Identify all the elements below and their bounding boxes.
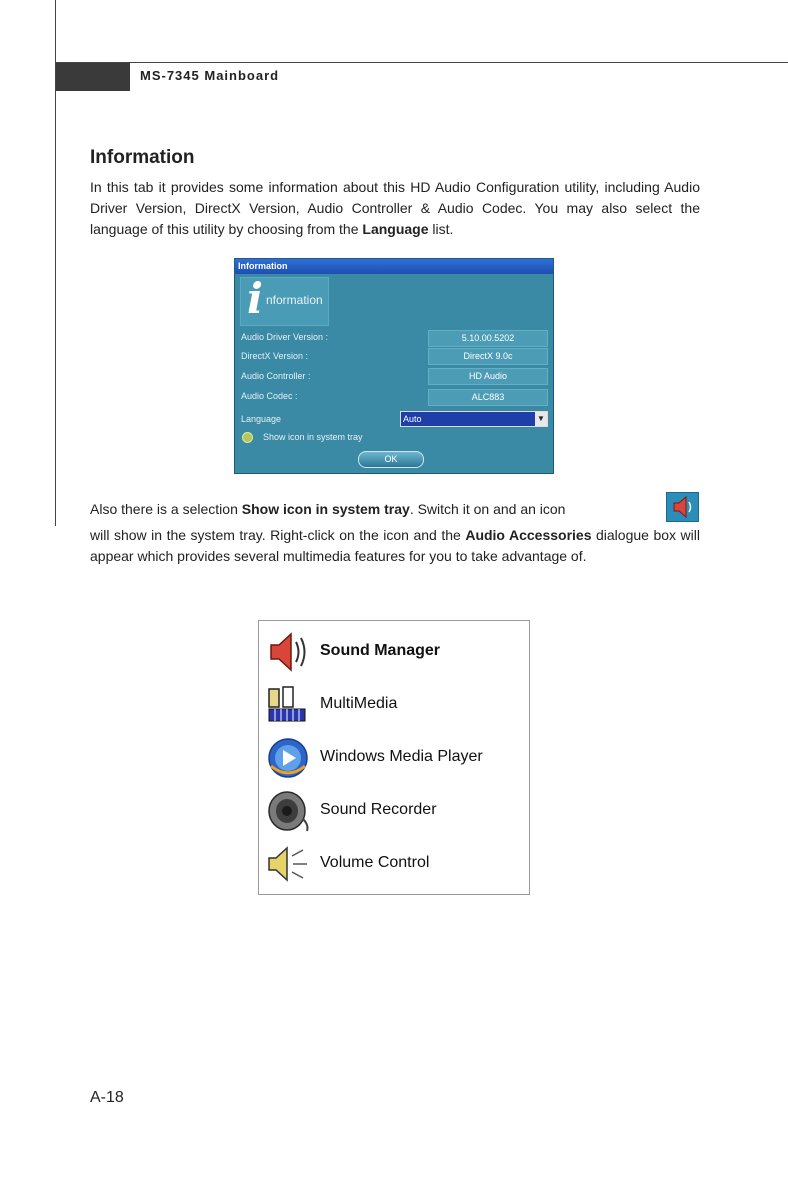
chevron-down-icon[interactable]: ▼ — [535, 412, 547, 426]
audio-controller-label: Audio Controller : — [241, 371, 311, 381]
multimedia-icon — [263, 683, 313, 727]
intro-paragraph: In this tab it provides some information about this HD Audio Configuration utility, including Audio Driver Version, DirectX Version, Audio Controller & Audio Codec. You may also select the language of this utility by choosing from the Language list. — [90, 179, 700, 237]
menu-item-sound-recorder[interactable] — [259, 784, 529, 837]
audio-codec-value: ALC883 — [428, 389, 548, 406]
driver-version-label: Audio Driver Version : — [241, 332, 329, 342]
audio-controller-value: HD Audio — [428, 368, 548, 385]
audio-accessories-menu — [258, 620, 530, 895]
driver-version-value: 5.10.00.5202 — [428, 330, 548, 347]
header-rule — [55, 62, 788, 63]
menu-item-label: Sound Recorder — [320, 801, 437, 818]
audio-codec-label: Audio Codec : — [241, 391, 298, 401]
tray-icon-toggle[interactable] — [242, 432, 253, 443]
header-tab-block — [56, 63, 130, 91]
menu-item-multimedia[interactable] — [259, 678, 529, 731]
ok-button[interactable]: OK — [358, 451, 424, 468]
media-player-icon — [263, 736, 313, 780]
volume-control-icon — [263, 842, 313, 886]
menu-item-sound-manager[interactable] — [259, 625, 529, 678]
menu-item-label: MultiMedia — [320, 695, 398, 712]
menu-item-label: Windows Media Player — [320, 748, 483, 765]
language-select[interactable]: Auto ▼ — [400, 411, 548, 427]
menu-item-windows-media-player[interactable] — [259, 731, 529, 784]
dialog-titlebar: Information — [235, 259, 553, 274]
menu-item-label: Volume Control — [320, 854, 430, 871]
section-title: Information — [90, 147, 195, 168]
tray-paragraph-line2: will show in the system tray. Right-click on the icon and the Audio Accessories dialogue box will appear which provides several multimedia features for you to take advantage of. — [90, 527, 700, 564]
information-dialog — [234, 258, 554, 474]
header-title: MS-7345 Mainboard — [140, 68, 280, 83]
language-label: Language — [241, 414, 282, 424]
menu-item-volume-control[interactable] — [259, 837, 529, 890]
menu-item-label: Sound Manager — [320, 642, 441, 659]
sound-recorder-icon — [263, 789, 313, 833]
speaker-red-icon — [263, 630, 313, 674]
tray-paragraph-line1: Also there is a selection Show icon in system tray. Switch it on and an icon — [90, 501, 566, 517]
information-logo: i nformation — [240, 277, 329, 326]
tray-option-label: Show icon in system tray — [263, 432, 363, 442]
directx-version-label: DirectX Version : — [241, 351, 309, 361]
speaker-tray-icon — [666, 492, 699, 522]
directx-version-value: DirectX 9.0c — [428, 348, 548, 365]
page-number: A-18 — [90, 1089, 124, 1106]
